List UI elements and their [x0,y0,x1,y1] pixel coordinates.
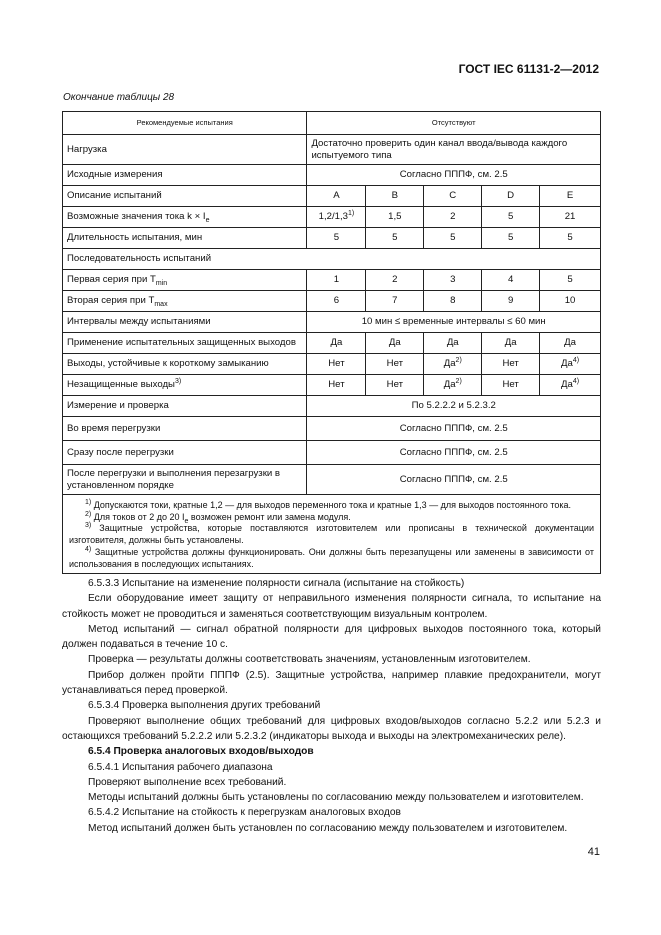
row-label [63,207,307,228]
cell: Нет [307,375,366,396]
table-row [63,291,601,312]
cell-text: 1,2/1,3 [318,211,348,222]
row-label [63,291,307,312]
table-row [63,417,601,441]
label-text: Вторая серия при T [67,295,155,306]
table-row [63,333,601,354]
row-label: Сразу после перегрузки [63,441,307,465]
cell: 5 [307,228,366,249]
cell: 5 [482,207,540,228]
table-row [63,354,601,375]
table-row [63,165,601,186]
row-label: Во время перегрузки [63,417,307,441]
footnote-mark: 4) [85,545,92,553]
footnote-ref: 2) [455,356,462,364]
subscript: e [184,517,189,525]
row-value: Согласно ПППФ, см. 2.5 [307,165,601,186]
footnote-text: возможен ремонт или замена модуля. [188,511,351,522]
cell [540,354,601,375]
cell: 21 [540,207,601,228]
page-number: 41 [587,846,600,858]
row-value: Достаточно проверить один канал ввода/вывода каждого испытуемого типа [307,135,601,165]
cell: 5 [366,228,424,249]
row-value: Согласно ПППФ, см. 2.5 [307,441,601,465]
footnote-4 [69,547,594,570]
cell: Нет [482,375,540,396]
cell: E [540,186,601,207]
test-table [62,111,601,574]
header-absent: Отсутствуют [307,112,601,135]
cell [424,354,482,375]
row-label: После перегрузки и выполнения перезагрузки в установленном порядке [63,465,307,495]
cell: 7 [366,291,424,312]
cell: 8 [424,291,482,312]
cell-text: Да [561,358,573,369]
paragraph: Прибор должен пройти ПППФ (2.5). Защитные устройства, например плавкие предохранители, могут устанавливаться перед проверкой. [62,669,601,697]
footnotes-row [63,495,601,574]
cell: 5 [482,228,540,249]
paragraph: 6.5.3.4 Проверка выполнения других требований [88,700,321,712]
footnote-ref: 3) [174,377,182,385]
cell: 1,5 [366,207,424,228]
cell [424,375,482,396]
subscript: min [155,279,168,287]
table-row [63,228,601,249]
cell: Да [424,333,482,354]
cell: Да [307,333,366,354]
row-label: Измерение и проверка [63,396,307,417]
cell: Нет [482,354,540,375]
footnote-3 [69,523,594,546]
cell: Да [366,333,424,354]
subscript: max [154,300,168,308]
cell: 6 [307,291,366,312]
paragraph: 6.5.4.2 Испытание на стойкость к перегрузкам аналоговых входов [88,807,401,819]
table-row [63,465,601,495]
cell: 5 [540,270,601,291]
row-value: Согласно ПППФ, см. 2.5 [307,465,601,495]
header-recommended: Рекомендуемые испытания [63,112,307,135]
body-text [62,576,601,836]
footnote-mark: 1) [85,499,92,506]
footnote-text: Защитные устройства, которые поставляются изготовителем или прописаны в технической документации изготовителя, должны быть установлены. [69,523,594,546]
footnote-ref: 4) [572,356,580,364]
cell: 2 [366,270,424,291]
cell-text: Да [443,379,456,390]
row-label [63,375,307,396]
cell-text: Да [443,358,456,369]
cell: Да [482,333,540,354]
table-row [63,312,601,333]
cell: 1 [307,270,366,291]
table-row [63,396,601,417]
footnote-1 [69,500,594,512]
label-text: Первая серия при T [67,274,156,285]
row-label: Исходные измерения [63,165,307,186]
cell [307,207,366,228]
cell: 4 [482,270,540,291]
cell-text: Да [561,379,573,390]
cell: C [424,186,482,207]
footnote-ref: 4) [572,377,580,385]
cell: 5 [540,228,601,249]
row-label: Выходы, устойчивые к короткому замыканию [63,354,307,375]
footnote-ref: 1) [347,209,355,217]
footnote-2 [69,512,594,524]
paragraph: Если оборудование имеет защиту от неправильного изменения полярности сигнала, то испытание на стойкость может не проводиться и заменяться соответствующим визуальным контролем. [62,593,601,620]
paragraph: Методы испытаний должны быть установлены по согласованию между пользователем и изготовителем. [88,792,584,804]
table-caption: Окончание таблицы 28 [63,92,175,103]
footnotes [63,495,601,574]
cell: 5 [424,228,482,249]
section-heading: 6.5.4 Проверка аналоговых входов/выходов [88,746,314,758]
table-row [63,375,601,396]
row-label: Интервалы между испытаниями [63,312,307,333]
row-label: Последовательность испытаний [63,249,601,270]
subscript: e [205,216,210,224]
table-header-row [63,112,601,135]
table-row [63,249,601,270]
table-row [63,207,601,228]
cell: Да [540,333,601,354]
row-value: Согласно ПППФ, см. 2.5 [307,417,601,441]
cell [540,375,601,396]
table-row [63,441,601,465]
footnote-text: Защитные устройства должны функционировать. Они должны быть перезапущены или заменены в зависимости от использования в последующих испытаниях. [69,546,594,569]
cell: 9 [482,291,540,312]
paragraph: 6.5.4.1 Испытания рабочего диапазона [88,761,273,773]
paragraph: Метод испытаний — сигнал обратной полярности для цифровых выходов постоянного тока, который должен подаваться в течение 10 с. [62,623,601,651]
row-value: По 5.2.2.2 и 5.2.3.2 [307,396,601,417]
cell: B [366,186,424,207]
footnote-text: Допускаются токи, кратные 1,2 — для выходов переменного тока и кратные 1,3 — для выходов постоянного тока. [91,500,571,510]
paragraph: Проверяют выполнение общих требований для цифровых входов/выходов согласно 5.2.2 или 5.2.3 и остающихся требований 5.2.2.2 или 5.2.3.2 (индикаторы выхода и выходы на электромеханических реле). [62,715,601,742]
table-row [63,135,601,165]
footnote-ref: 2) [455,377,462,385]
cell: Нет [366,354,424,375]
cell: Нет [307,354,366,375]
paragraph: Проверяют выполнение всех требований. [88,776,287,788]
paragraph: Проверка — результаты должны соответствовать значениям, установленным изготовителем. [88,654,531,666]
row-label: Нагрузка [63,135,307,165]
cell: D [482,186,540,207]
footnote-mark: 2) [85,510,92,518]
cell: 3 [424,270,482,291]
row-label: Длительность испытания, мин [63,228,307,249]
footnote-mark: 3) [85,522,92,530]
cell: 10 [540,291,601,312]
cell: 2 [424,207,482,228]
label-text: Возможные значения тока k × I [67,211,206,222]
table-row [63,186,601,207]
row-label [63,270,307,291]
table-row [63,270,601,291]
row-label: Описание испытаний [63,186,307,207]
row-value: 10 мин ≤ временные интервалы ≤ 60 мин [307,312,601,333]
label-text: Незащищенные выходы [67,379,175,390]
cell: A [307,186,366,207]
cell: Нет [366,375,424,396]
document-header: ГОСТ IEC 61131-2—2012 [458,62,599,76]
paragraph: Метод испытаний должен быть установлен по согласованию между пользователем и изготовителем. [88,822,568,834]
paragraph: 6.5.3.3 Испытание на изменение полярности сигнала (испытание на стойкость) [88,578,465,589]
row-label: Применение испытательных защищенных выходов [63,333,307,354]
footnote-text: Для токов от 2 до 20 I [91,511,185,522]
